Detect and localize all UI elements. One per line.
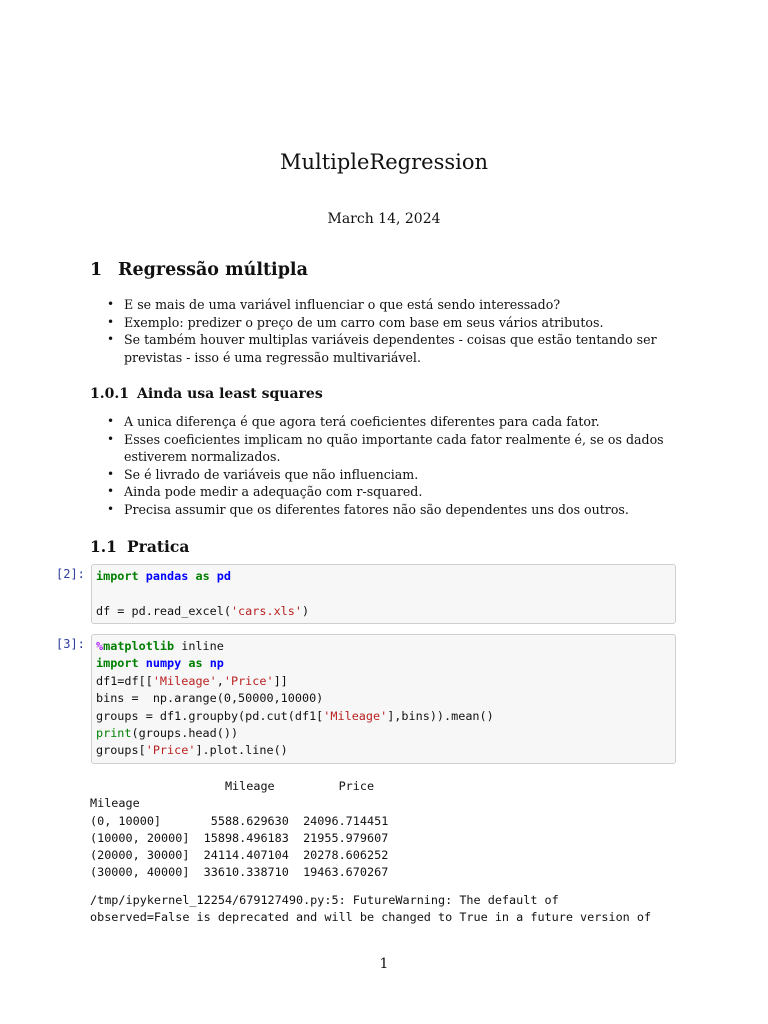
code-cell[interactable] (91, 564, 676, 624)
cell-prompt: [2]: (56, 567, 85, 581)
code-token: groups = df1.groupby(pd.cut(df1[ (96, 708, 324, 723)
code-token: as (195, 569, 210, 583)
code-token: inline (174, 639, 224, 653)
subsection-number: 1.0.1 (90, 386, 129, 402)
warning-line: observed=False is deprecated and will be changed to True in a future version of (90, 910, 652, 925)
section-title: Pratica (127, 537, 190, 556)
subsection-title: Ainda usa least squares (137, 386, 323, 402)
code-token: df1=df[[ (96, 673, 153, 688)
code-token: import (96, 569, 139, 583)
warning-line: /tmp/ipykernel_12254/679127490.py:5: FutureWarning: The default of (90, 893, 559, 907)
code-cell[interactable] (91, 634, 676, 764)
list-item: • Exemplo: predizer o preço de um carro com base em seus vários atributos. (90, 314, 690, 332)
section-title: Regressão múltipla (118, 260, 308, 280)
section-number: 1 (90, 260, 103, 280)
code-line (96, 638, 671, 655)
code-token: numpy (145, 656, 182, 671)
list-item: • A unica diferença é que agora terá coeficientes diferentes para cada fator. (90, 413, 690, 431)
document-title: MultipleRegression (279, 150, 489, 174)
code-token: import (96, 656, 139, 671)
code-line (96, 725, 671, 742)
code-token: np (209, 656, 224, 671)
code-token: , (216, 673, 224, 688)
output-header: Mileage Price (90, 779, 375, 793)
subsection-bullet-list (90, 413, 690, 518)
code-token (139, 656, 146, 670)
cell-prompt: [3]: (56, 637, 85, 651)
code-token: ) (301, 603, 310, 618)
code-token: 'cars.xls' (230, 603, 302, 618)
list-item: • Se é livrado de variáveis que não influenciam. (90, 466, 690, 484)
code-token: print (96, 726, 132, 741)
code-token: 'Mileage' (152, 673, 217, 688)
section-bullet-list (90, 296, 690, 366)
code-token: ].plot.line() (195, 743, 288, 758)
output-index-name: Mileage (90, 796, 140, 811)
code-line (96, 655, 671, 672)
subsection-heading-least-squares (90, 386, 323, 402)
page-number: 1 (379, 956, 389, 972)
code-token: df = pd.read_excel( (96, 603, 231, 618)
code-token: as (188, 656, 203, 671)
section-heading-pratica (90, 537, 189, 556)
table-row: (10000, 20000] 15898.496183 21955.979607 (90, 830, 389, 845)
list-item: • Precisa assumir que os diferentes fatores não são dependentes uns dos outros. (90, 501, 690, 519)
code-token: 'Price' (145, 743, 196, 758)
code-token: ],bins)).mean() (387, 708, 494, 723)
code-token: ]] (273, 673, 288, 688)
code-token: pd (216, 569, 232, 583)
table-row: (0, 10000] 5588.629630 24096.714451 (90, 813, 389, 828)
code-line (96, 708, 671, 725)
code-token: groups[ (96, 743, 146, 758)
code-line (96, 673, 671, 690)
code-line (96, 742, 671, 759)
cell-output-warning (90, 892, 651, 927)
code-token (210, 569, 217, 583)
code-line (96, 603, 671, 620)
section-number: 1.1 (90, 537, 117, 556)
list-item: • Esses coeficientes implicam no quão importante cada fator realmente é, se os dados estiverem normalizados. (90, 431, 690, 466)
code-token (203, 656, 210, 670)
section-heading-regressao (90, 260, 308, 280)
table-row: (30000, 40000] 33610.338710 19463.670267 (90, 865, 389, 880)
code-token: 'Mileage' (323, 708, 388, 723)
list-item: • E se mais de uma variável influenciar o que está sendo interessado? (90, 296, 690, 314)
code-token: pandas (145, 569, 189, 583)
code-line (96, 568, 671, 585)
table-row: (20000, 30000] 24114.407104 20278.606252 (90, 848, 389, 863)
code-token (139, 569, 146, 583)
code-token: % (96, 639, 104, 653)
code-token: 'Price' (223, 673, 274, 688)
code-line (96, 585, 671, 602)
document-date: March 14, 2024 (327, 211, 441, 227)
code-line (96, 690, 671, 707)
code-token: (groups.head()) (131, 726, 239, 741)
cell-output-table (90, 778, 388, 882)
list-item: • Ainda pode medir a adequação com r-squared. (90, 483, 690, 501)
code-token: matplotlib (103, 639, 175, 653)
code-token: bins = np.arange(0,50000,10000) (96, 691, 324, 706)
list-item: • Se também houver multiplas variáveis dependentes - coisas que estão tentando ser previstas - isso é uma regressão multivariável. (90, 331, 690, 366)
